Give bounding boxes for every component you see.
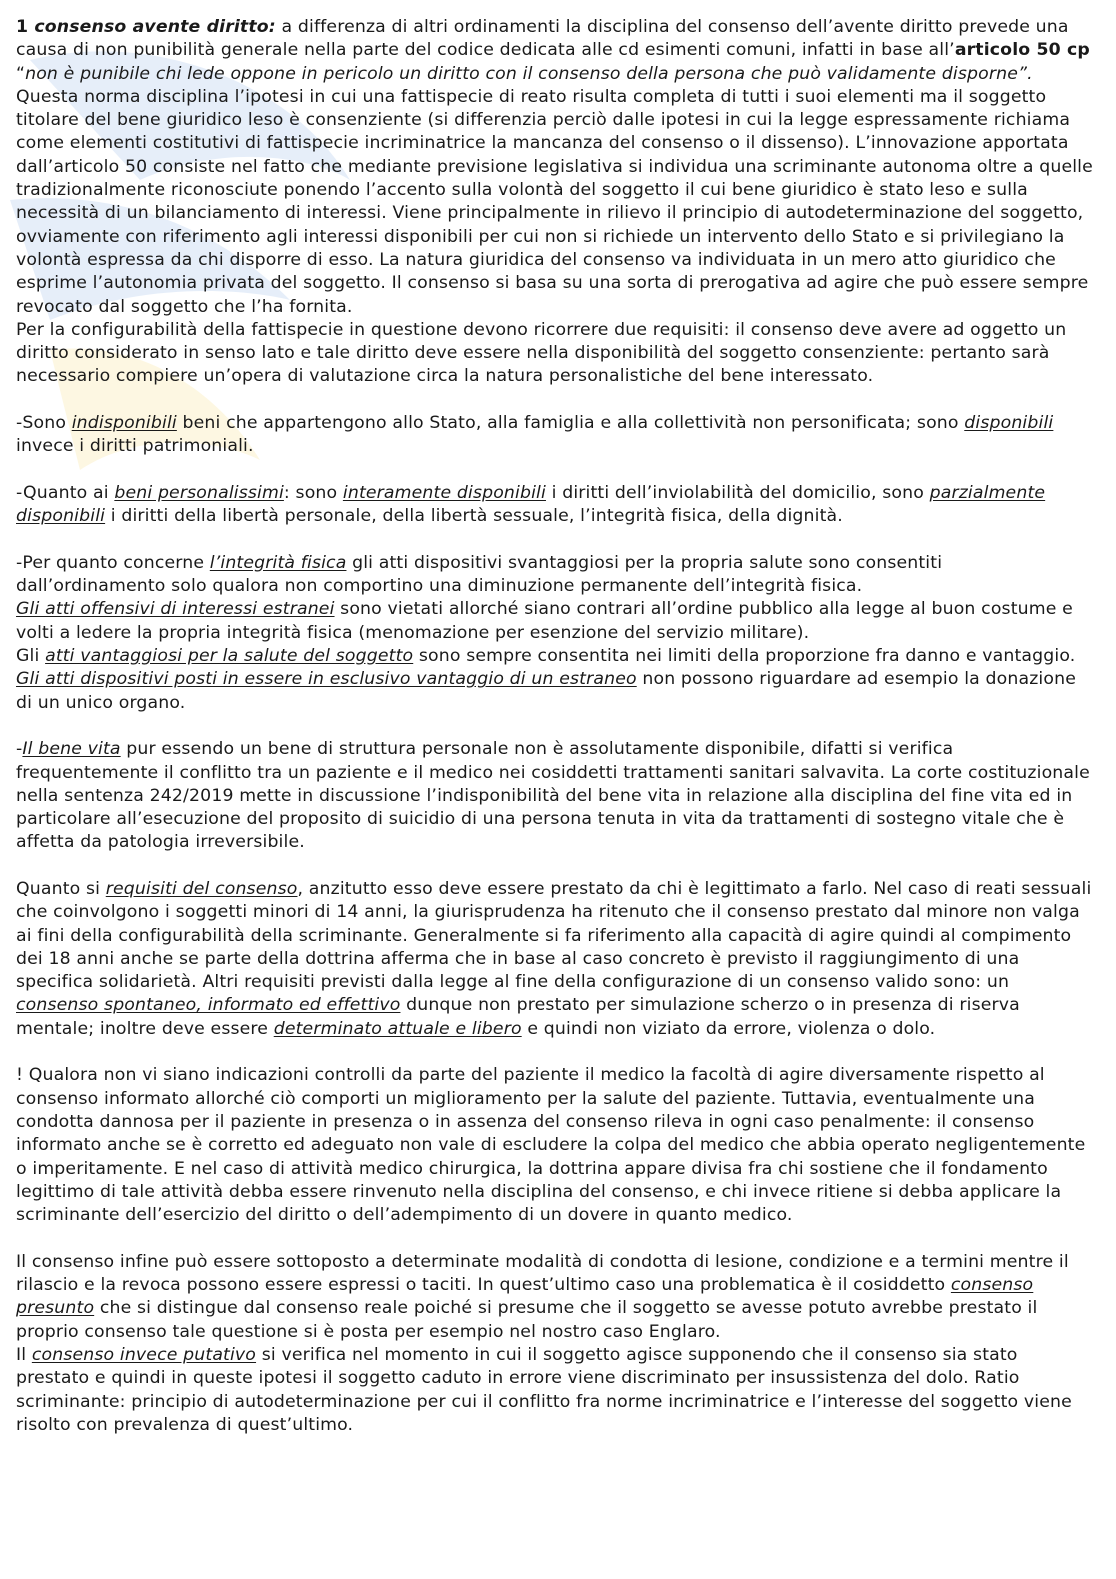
paragraph-indisponibili: -Sono indisponibili beni che appartengono allo Stato, alla famiglia e alla collettività non personificata; sono disponibili invece i diritti patrimoniali. [16,413,1054,457]
paragraph-consenso-presunto: Il consenso infine può essere sottoposto a determinate modalità di condotta di lesione, condizione e a termini mentre il rilascio e la revoca possono essere espressi o taciti. In quest’ultimo caso una problematica è il cosiddetto consenso presunto che si distingue dal consenso reale poiché si presume che il soggetto se avesse potuto avrebbe prestato il proprio consenso tale questione si è posta per esempio nel nostro caso Englaro. [16,1251,1069,1342]
paragraph-consenso-putativo: Il consenso invece putativo si verifica nel momento in cui il soggetto agisce supponendo che il consenso sia stato prestato e quindi in queste ipotesi il soggetto caduto in errore viene discriminato per insussistenza del dolo. Ratio scriminante: principio di autodeterminazione per cui il conflitto fra norme incriminatrice e l’interesse del soggetto viene risolto con prevalenza di quest’ultimo. [16,1344,1072,1435]
document-page [16,16,1096,1437]
paragraph-consenso-avente-diritto: 1 consenso avente diritto: a differenza di altri ordinamenti la disciplina del consenso dell’avente diritto prevede una causa di non punibilità generale nella parte del codice dedicata alle cd esimenti comuni, infatti in base all’articolo 50 cp “non è punibile chi lede oppone in pericolo un diritto con il consenso della persona che può validamente disporne”. Questa norma disciplina l’ipotesi in cui una fattispecie di reato risulta completa di tutti i suoi elementi ma il soggetto titolare del bene giuridico leso è consenziente (si differenzia perciò dalle ipotesi in cui la legge espressamente richiama come elementi costitutivi di fattispecie incriminatrice la mancanza del consenso o il dissenso). L’innovazione apportata dall’articolo 50 consiste nel fatto che mediante previsione legislativa si individua una scriminante autonoma oltre a quelle tradizionalmente riconosciute ponendo l’accento sulla volontà del soggetto il cui bene giuridico è stato leso e sulla necessità di un bilanciamento di interessi. Viene principalmente in rilievo il principio di autodeterminazione del soggetto, ovviamente con riferimento agli interessi disponibili per cui non si richiede un intervento dello Stato e si privilegiano la volontà espressa da chi disporre di esso. La natura giuridica del consenso va individuata in un mero atto giuridico che esprime l’autonomia privata del soggetto. Il consenso si basa su una sorta di prerogativa ad agire che può essere sempre revocato dal soggetto che l’ha fornita. [16,17,1093,317]
heading-number: 1 [16,17,35,37]
article-reference: articolo 50 cp [954,40,1090,61]
heading-title: consenso avente diritto: [34,17,276,37]
paragraph-beni-personalissimi: -Quanto ai beni personalissimi: sono interamente disponibili i diritti dell’inviolabilità del domicilio, sono parzialmente disponibili i diritti della libertà personale, della libertà sessuale, l’integrità fisica, della dignità. [16,482,1046,527]
paragraph-consenso-informato: ! Qualora non vi siano indicazioni controlli da parte del paziente il medico la facoltà di agire diversamente rispetto al consenso informato allorché ciò comporti un miglioramento per la salute del paziente. Tuttavia, eventualmente una condotta dannosa per il paziente in presenza o in assenza del consenso rileva in ogni caso penalmente: il consenso informato anche se è corretto ed adeguato non vale di escludere la colpa del medico che abbia operato negligentemente o imperitamente. E nel caso di attività medico chirurgica, la dottrina appare divisa fra chi sostiene che il fondamento legittimo di tale attività debba essere rinvenuto nella disciplina del consenso, e chi invece ritiene si debba applicare la scriminante dell’esercizio del diritto o dell’adempimento di un dovere in quanto medico. [16,1065,1086,1226]
paragraph-configurabilita: Per la configurabilità della fattispecie in questione devono ricorrere due requisiti: il consenso deve avere ad oggetto un diritto considerato in senso lato e tale diritto deve essere nella disponibilità del soggetto consenziente: pertanto sarà necessario compiere un’opera di valutazione circa la natura personalistiche del bene interessato. [16,319,1067,387]
paragraph-requisiti-consenso: Quanto si requisiti del consenso, anzitutto esso deve essere prestato da chi è legittimato a farlo. Nel caso di reati sessuali che coinvolgono i soggetti minori di 14 anni, la giurisprudenza ha ritenuto che il consenso prestato dal minore non valga ai fini della configurabilità della scriminante. Generalmente si fa riferimento alla capacità di agire quindi al compimento dei 18 anni anche se parte della dottrina afferma che in base al caso concreto è previsto il raggiungimento di una specifica solidarietà. Altri requisiti previsti dalla legge al fine della configurazione di un consenso valido sono: un consenso spontaneo, informato ed effettivo dunque non prestato per simulazione scherzo o in presenza di riserva mentale; inoltre deve essere determinato attuale e libero e quindi non viziato da errore, violenza o dolo. [16,878,1092,1039]
paragraph-integrita-fisica: -Per quanto concerne l’integrità fisica gli atti dispositivi svantaggiosi per la propria salute sono consentiti dall’ordinamento solo qualora non comportino una diminuzione permanente dell’integrità fisica. [16,552,943,597]
article-quote: non è punibile chi lede oppone in pericolo un diritto con il consenso della persona che può validamente disporne”. [25,63,1033,84]
paragraph-atti-vantaggiosi: Gli atti vantaggiosi per la salute del soggetto sono sempre consentita nei limiti della proporzione fra danno e vantaggio. Gli atti dispositivi posti in essere in esclusivo vantaggio di un estraneo non possono riguardare ad esempio la donazione di un unico organo. [16,646,1076,713]
paragraph-bene-vita: -Il bene vita pur essendo un bene di struttura personale non è assolutamente disponibile, difatti si verifica frequentemente il conflitto tra un paziente e il medico nei cosiddetti trattamenti sanitari salvavita. La corte costituzionale nella sentenza 242/2019 mette in discussione l’indisponibilità del bene vita in relazione alla disciplina del fine vita ed in particolare all’esecuzione del proposito di suicidio di una persona tenuta in vita da trattamenti di sostegno vitale che è affetta da patologia irreversibile. [16,739,1090,853]
paragraph-atti-offensivi: Gli atti offensivi di interessi estranei sono vietati allorché siano contrari all’ordine pubblico alla legge al buon costume e volti a ledere la propria integrità fisica (menomazione per esenzione del servizio militare). [16,599,1073,643]
